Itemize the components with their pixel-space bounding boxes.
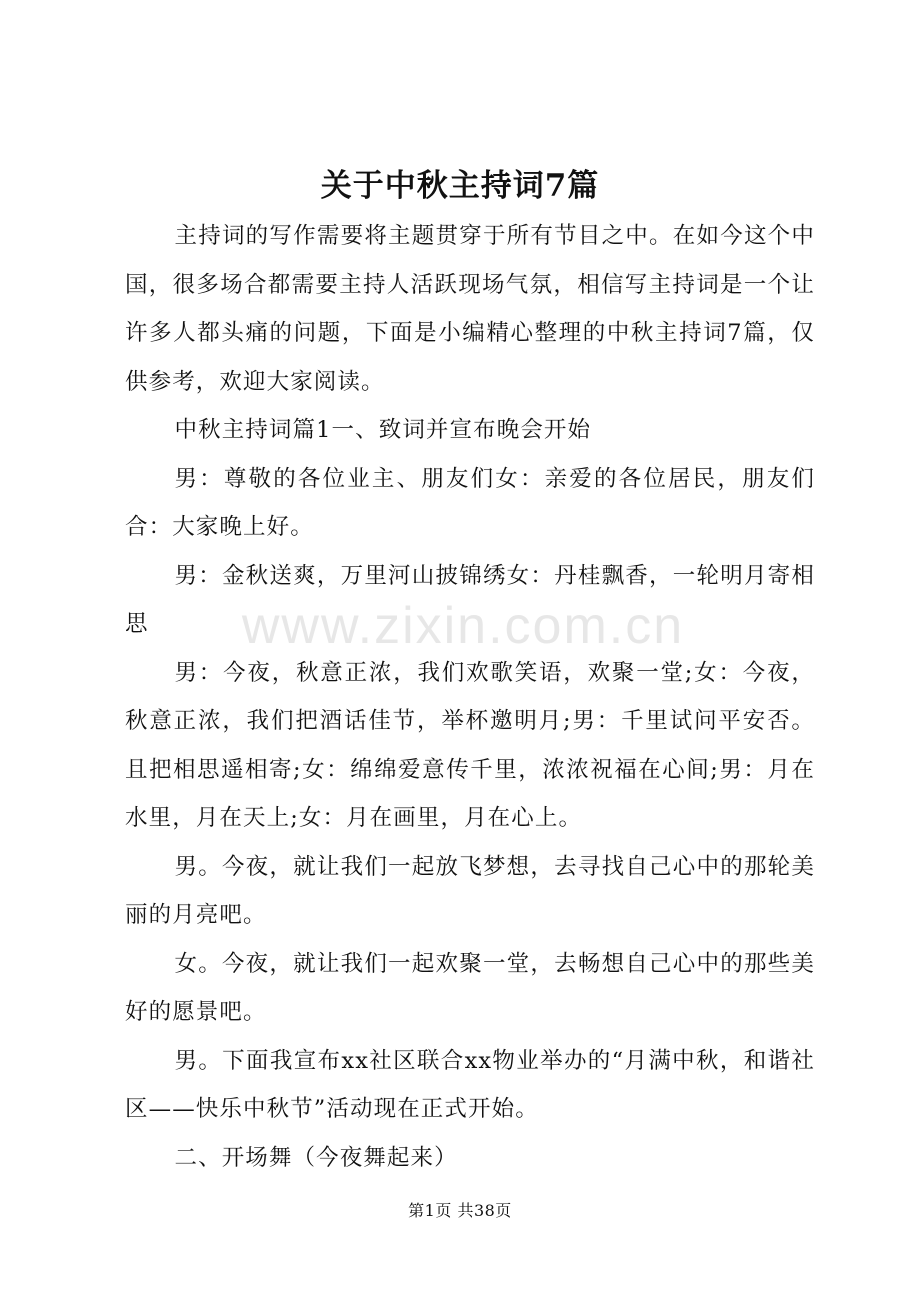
section-heading-1: 中秋主持词篇1一、致词并宣布晚会开始 — [174, 417, 592, 443]
watermark-text: www.zixin.com.cn — [241, 597, 685, 655]
section-heading-2: 二、开场舞（今夜舞起来） — [174, 1144, 458, 1171]
intro-paragraph: 主持词的写作需要将主题贯穿于所有节目之中。在如今这个中国，很多场合都需要主持人活跃现场气氛，相信写主持词是一个让许多人都头痛的问题，下面是小编精心整理的中秋主持词7篇，仅供参考，欢迎大家阅读。 — [125, 223, 815, 395]
document-body — [125, 212, 815, 1182]
dialogue-paragraph: 男。今夜，就让我们一起放飞梦想，去寻找自己心中的那轮美丽的月亮吧。 — [125, 853, 815, 928]
dialogue-paragraph: 女。今夜，就让我们一起欢聚一堂，去畅想自己心中的那些美好的愿景吧。 — [125, 950, 815, 1025]
dialogue-paragraph: 男。下面我宣布xx社区联合xx物业举办的“月满中秋，和谐社区——快乐中秋节”活动现在正式开始。 — [125, 1047, 815, 1122]
dialogue-paragraph: 男：金秋送爽，万里河山披锦绣女：丹桂飘香，一轮明月寄相思 — [125, 562, 815, 637]
dialogue-paragraph: 男：尊敬的各位业主、朋友们女：亲爱的各位居民，朋友们合：大家晚上好。 — [125, 465, 815, 540]
dialogue-paragraph: 男：今夜，秋意正浓，我们欢歌笑语，欢聚一堂;女：今夜，秋意正浓，我们把酒话佳节，举杯邀明月;男：千里试问平安否。且把相思遥相寄;女：绵绵爱意传千里，浓浓祝福在心间;男：月在水里，月在天上;女：月在画里，月在心上。 — [125, 659, 815, 831]
document-title: 关于中秋主持词7篇 — [320, 168, 600, 204]
page-footer: 第1页 共38页 — [408, 1201, 512, 1220]
